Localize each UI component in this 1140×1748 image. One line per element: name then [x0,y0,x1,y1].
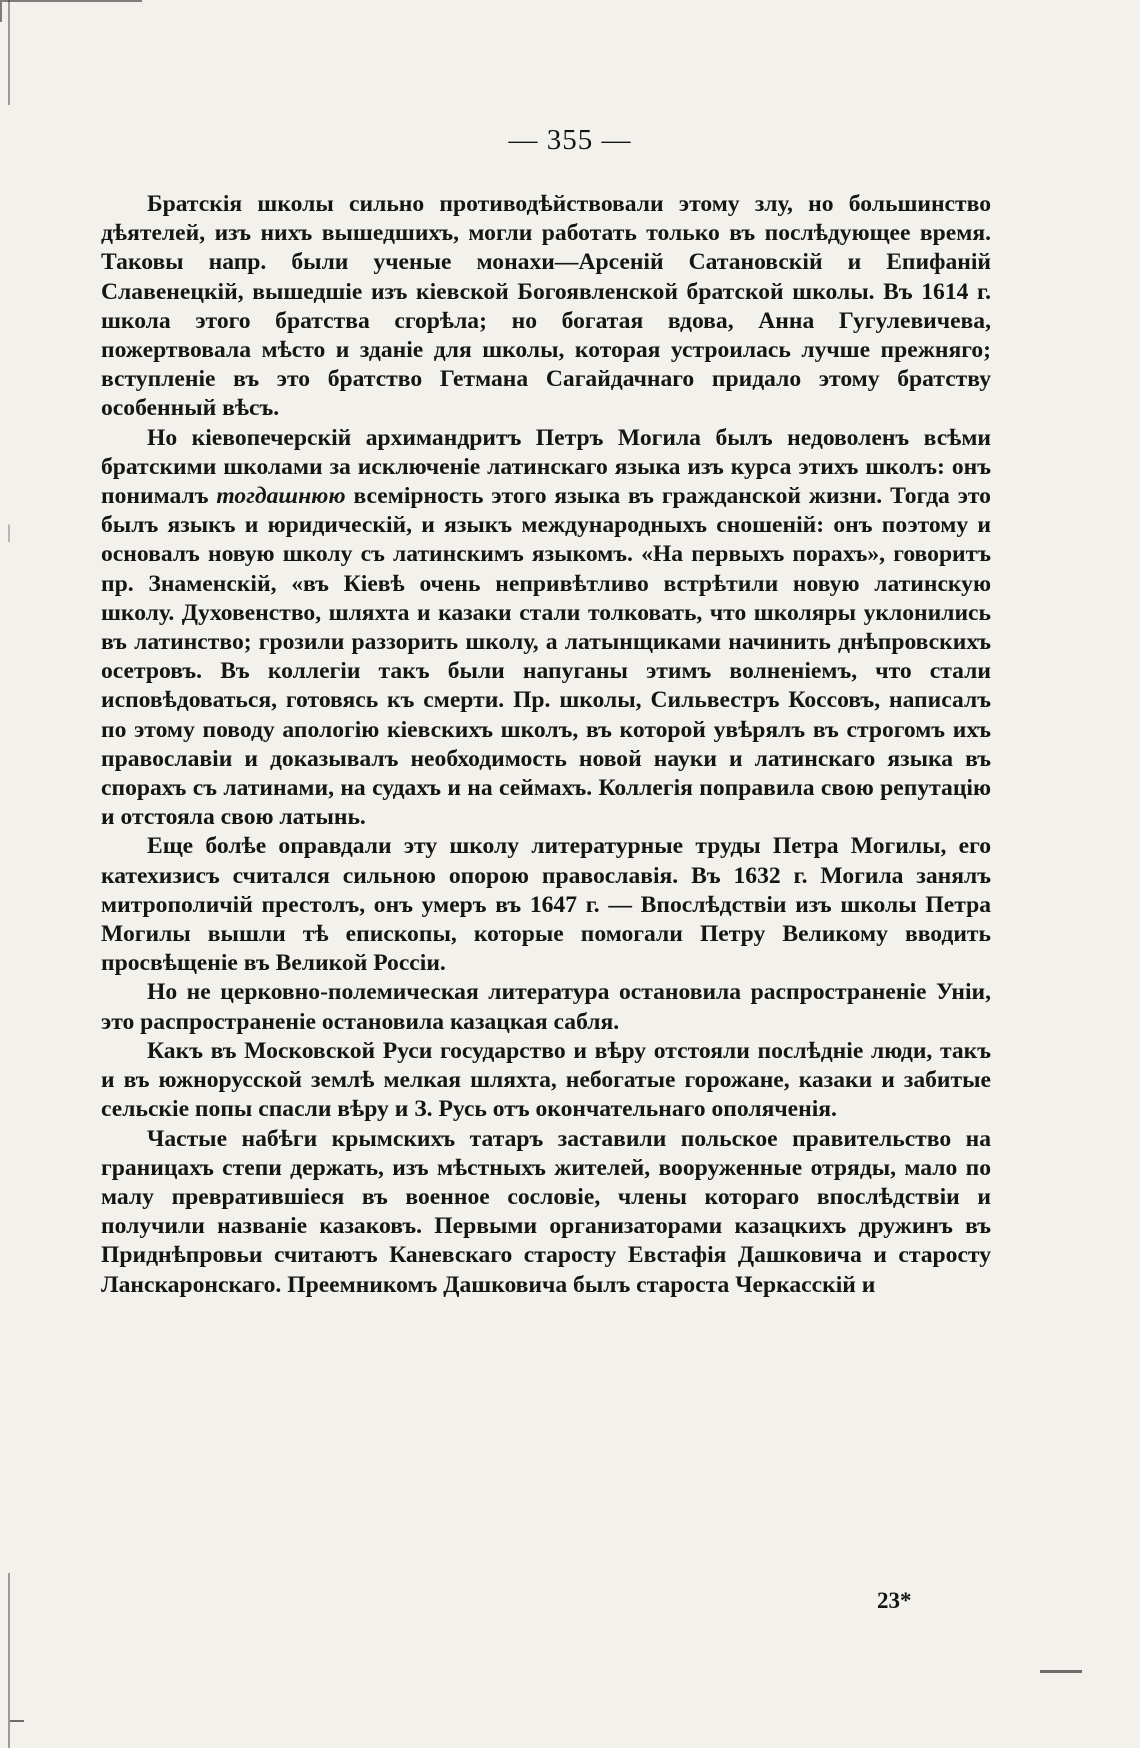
page-edge-left [8,0,10,1748]
paragraph-2-part-b: всемірность этого языка въ гражданской жизни. Тогда это былъ языкъ и юридическій, и языкъ международныхъ сношеній: онъ поэтому и основалъ новую школу съ латинскимъ языкомъ. «На первыхъ порахъ», говоритъ пр. Знаменскій, «въ Кіевѣ очень непривѣтливо встрѣтили новую латинскую школу. Духовенство, шляхта и казаки стали толковать, что школяры уклонились въ латинство; грозили раззорить школу, а латынщиками начинить днѣпровскихъ осетровъ. Въ коллегіи такъ были напуганы этимъ волненіемъ, что стали исповѣдоваться, готовясь къ смерти. Пр. школы, Сильвестръ Коссовъ, написалъ по этому поводу апологію кіевскихъ школъ, въ которой увѣрялъ въ строгомъ ихъ православіи и доказывалъ необходимость новой науки и латинскаго языка въ спорахъ съ латинами, на судахъ и на сеймахъ. Коллегія поправила свою репутацію и отстояла свою латынь. [101,483,991,831]
paragraph-2 [101,424,991,833]
paragraph-2-part-a: Но кіевопечерскій архимандритъ Петръ Могила былъ недоволенъ всѣми братскими школами за исключеніе латинскаго языка изъ курса этихъ школъ: онъ понималъ [101,424,991,510]
bottom-corner-mark [10,1720,24,1722]
dash-mark [1040,1670,1082,1673]
paragraph-1: Братскія школы сильно противодѣйствовали этому злу, но большинство дѣятелей, изъ нихъ вышедшихъ, могли работать только въ послѣдующее время. Таковы напр. были ученые монахи—Арсеній Сатановскій и Епифаній Славенецкій, вышедшіе изъ кіевской Богоявленской братской школы. Въ 1614 г. школа этого братства сгорѣла; но богатая вдова, Анна Гугулевичева, пожертвовала мѣсто и зданіе для школы, которая устроилась лучше прежняго; вступленіе въ это братство Гетмана Сагайдачнаго придало этому братству особенный вѣсъ. [101,191,991,422]
paragraph-4: Но не церковно-полемическая литература остановила распространеніе Уніи, это распространеніе остановила казацкая сабля. [101,979,991,1035]
page-edge-top [0,0,142,22]
body-text [101,190,991,1300]
paragraph-5: Какъ въ Московской Руси государство и вѣру отстояли послѣдніе люди, такъ и въ южнорусской землѣ мелкая шляхта, небогатые горожане, казаки и забитые сельскіе попы спасли вѣру и З. Русь отъ окончательнаго ополяченія. [101,1037,991,1123]
paragraph-6: Частые набѣги крымскихъ татаръ заставили польское правительство на границахъ степи держать, изъ мѣстныхъ жителей, вооруженные отряды, мало по малу превратившіеся въ военное сословіе, члены котораго впослѣдствіи и получили названіе казаковъ. Первыми организаторами казацкихъ дружинъ въ Приднѣпровьи считаютъ Каневскаго старосту Евстафія Дашковича и старосту Ланскаронскаго. Преемникомъ Дашковича былъ староста Черкасскій и [101,1125,991,1298]
page-number-header: — 355 — [508,124,632,156]
paragraph-2-emphasis: тогдашнюю [216,483,346,510]
paragraph-3: Еще болѣе оправдали эту школу литературные труды Петра Могилы, его катехизисъ считался сильною опорою православія. Въ 1632 г. Могила занялъ митрополичій престолъ, онъ умеръ въ 1647 г. — Впослѣдствіи изъ школы Петра Могилы вышли тѣ епископы, которые помогали Петру Великому вводить просвѣщеніе въ Великой Россіи. [101,833,991,977]
signature-mark: 23* [877,1588,912,1613]
